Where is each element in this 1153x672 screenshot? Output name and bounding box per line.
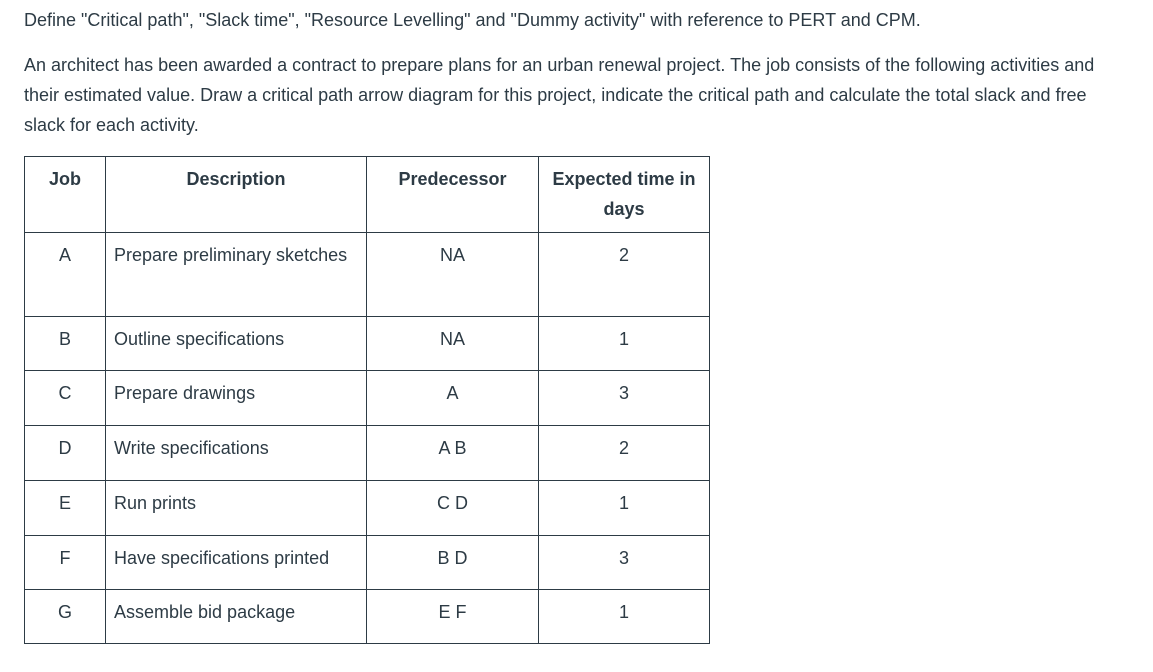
table-header-row	[25, 157, 710, 233]
cell-time: 1	[539, 590, 710, 644]
cell-job: F	[25, 536, 106, 590]
cell-predecessor: NA	[367, 233, 539, 317]
cell-job: B	[25, 317, 106, 371]
cell-job: D	[25, 426, 106, 481]
cell-job: C	[25, 371, 106, 426]
cell-description: Write specifications	[106, 426, 367, 481]
table-row	[25, 481, 710, 536]
cell-time: 2	[539, 426, 710, 481]
cell-time: 2	[539, 233, 710, 317]
table-row	[25, 233, 710, 317]
cell-description: Prepare drawings	[106, 371, 367, 426]
cell-description: Run prints	[106, 481, 367, 536]
header-job: Job	[25, 157, 106, 233]
cell-time: 1	[539, 317, 710, 371]
cell-predecessor: E F	[367, 590, 539, 644]
cell-description: Have specifications printed	[106, 536, 367, 590]
cell-predecessor: A	[367, 371, 539, 426]
table-row	[25, 426, 710, 481]
problem-paragraph: An architect has been awarded a contract to prepare plans for an urban renewal project. The job consists of the following activities and their estimated value. Draw a critical path arrow diagram for this project, indicate the critical path and calculate the total slack and free slack for each activity.	[24, 55, 1095, 135]
cell-predecessor: B D	[367, 536, 539, 590]
cell-time: 1	[539, 481, 710, 536]
table-row	[25, 590, 710, 644]
header-description: Description	[106, 157, 367, 233]
cell-description: Assemble bid package	[106, 590, 367, 644]
cell-description: Prepare preliminary sketches	[106, 233, 367, 317]
cell-time: 3	[539, 371, 710, 426]
cell-predecessor: C D	[367, 481, 539, 536]
cell-predecessor: NA	[367, 317, 539, 371]
cell-description: Outline specifications	[106, 317, 367, 371]
cell-predecessor: A B	[367, 426, 539, 481]
table-row	[25, 371, 710, 426]
header-expected-time: Expected time in days	[539, 157, 710, 233]
cell-job: G	[25, 590, 106, 644]
question-text: Define "Critical path", "Slack time", "Resource Levelling" and "Dummy activity" with reference to PERT and CPM.	[24, 10, 921, 30]
activities-table	[24, 156, 710, 644]
table-row	[25, 536, 710, 590]
cell-time: 3	[539, 536, 710, 590]
cell-job: A	[25, 233, 106, 317]
cell-job: E	[25, 481, 106, 536]
header-predecessor: Predecessor	[367, 157, 539, 233]
table-row	[25, 317, 710, 371]
